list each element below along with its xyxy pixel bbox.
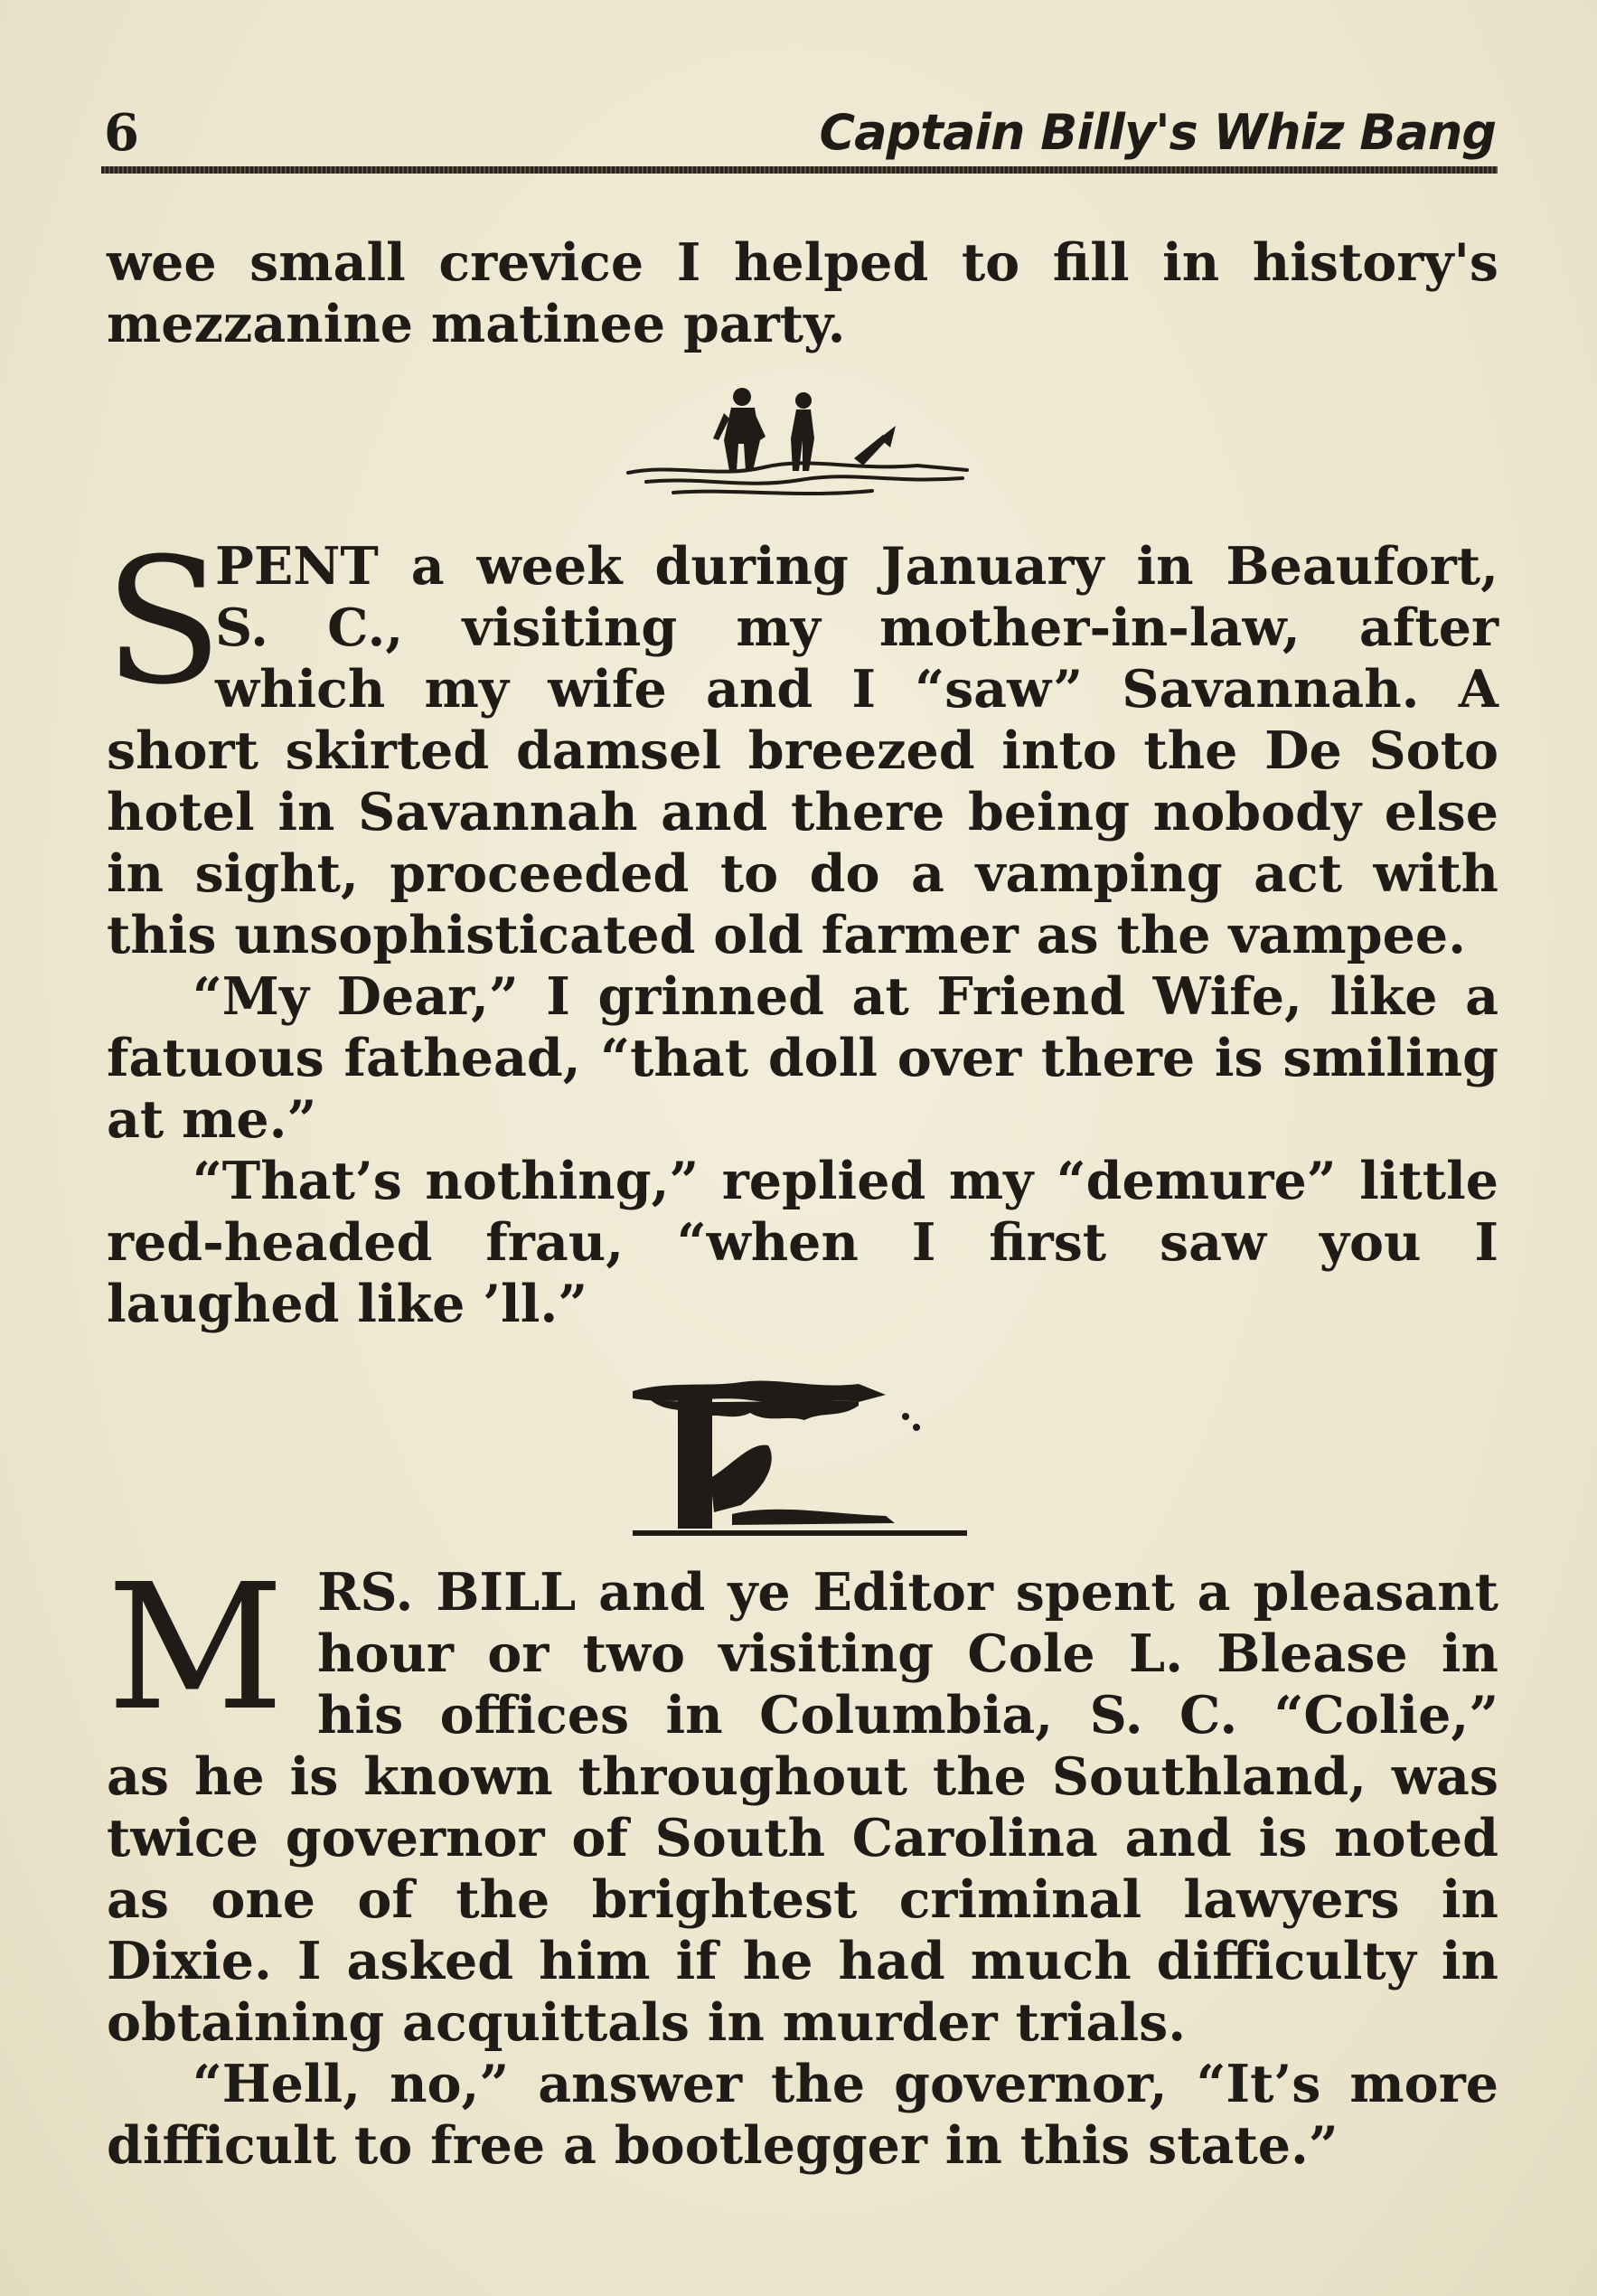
lead-line: PENT a week during January in Beaufort, bbox=[215, 536, 1498, 597]
lead-line: S. C., visiting my mother-in-law, after bbox=[215, 598, 1498, 658]
lead-line: RS. BILL and ye Editor spent a pleasant bbox=[317, 1562, 1498, 1623]
running-title: Captain Billy's Whiz Bang bbox=[819, 104, 1496, 161]
header-rule bbox=[101, 166, 1498, 174]
page-header bbox=[104, 101, 1496, 165]
story-body: as he is known throughout the Southland, was twice governor of South Carolina and is noted as one of the brightest criminal lawyers in Dixie. I asked him if he had much difficulty in obtaining acquittals in murder trials. bbox=[107, 1746, 1498, 2053]
lead-line: his offices in Columbia, S. C. “Colie,” bbox=[317, 1685, 1498, 1746]
story-paragraph: “That’s nothing,” replied my “demure” little red-headed frau, “when I first saw you I laughed like ’ll.” bbox=[107, 1151, 1498, 1334]
lead-line: which my wife and I “saw” Savannah. A bbox=[215, 659, 1498, 720]
story-body: short skirted damsel breezed into the De Soto hotel in Savannah and there being nobody else in sight, proceeded to do a vamping act with this unsophisticated old farmer as the vampee. bbox=[107, 720, 1498, 965]
savannah-story bbox=[107, 536, 1498, 1335]
drop-cap-m: M bbox=[107, 1548, 285, 1749]
continued-text: wee small crevice I helped to fill in history's mezzanine matinee party. bbox=[107, 232, 1498, 354]
drop-cap-s: S bbox=[104, 522, 223, 723]
tree-reclining-figure-illustration bbox=[633, 1379, 967, 1541]
story-paragraph: “My Dear,” I grinned at Friend Wife, like a fatuous fathead, “that doll over there is smiling at me.” bbox=[107, 966, 1498, 1150]
beach-bathers-illustration bbox=[619, 384, 972, 515]
blease-story bbox=[107, 1548, 1498, 2177]
lead-line: hour or two visiting Cole L. Blease in bbox=[317, 1623, 1498, 1684]
page-number: 6 bbox=[104, 103, 139, 163]
continued-paragraph bbox=[107, 232, 1498, 355]
story-paragraph: “Hell, no,” answer the governor, “It’s more difficult to free a bootlegger in this state.” bbox=[107, 2054, 1498, 2176]
